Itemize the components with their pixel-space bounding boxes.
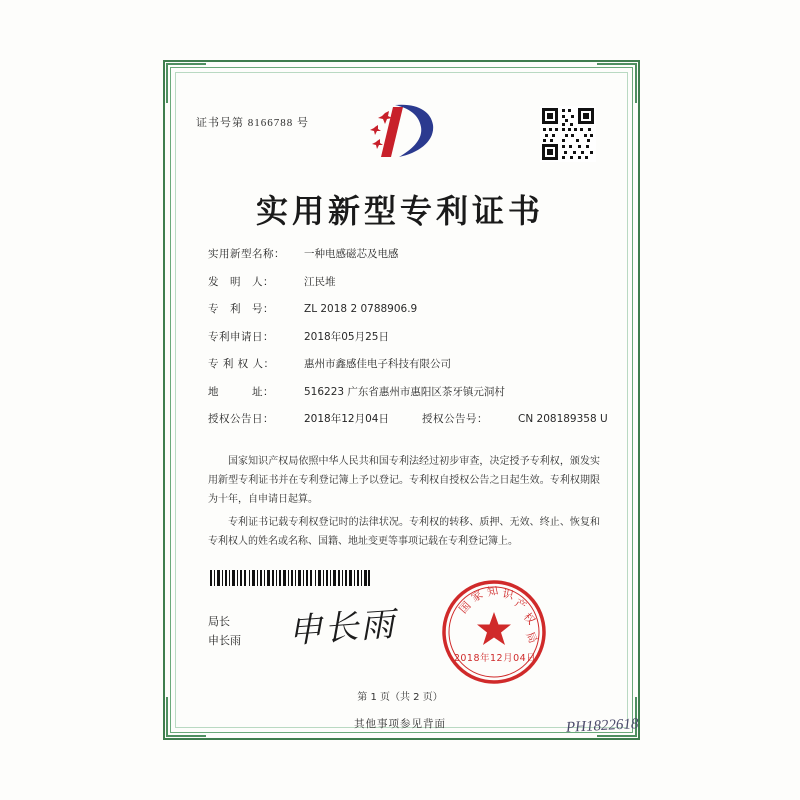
field-label: 专 利 权 人： — [208, 358, 275, 370]
field-value: 516223 广东省惠州市惠阳区茶牙镇元洞村 — [304, 385, 505, 398]
svg-text:产: 产 — [512, 596, 529, 614]
field-value: ZL 2018 2 0788906.9 — [304, 303, 418, 315]
page-number-footer: 第 1 页（共 2 页） — [357, 692, 443, 703]
field-row-inventor — [208, 274, 608, 289]
field-value-grant-date: 2018年12月04日 — [304, 413, 389, 425]
cnipa-emblem-icon — [355, 95, 447, 165]
barcode — [210, 570, 370, 586]
field-value: 惠州市鑫感佳电子科技有限公司 — [304, 358, 451, 370]
field-row-address — [208, 384, 608, 399]
signature-labels — [208, 612, 241, 650]
field-label: 实用新型名称： — [208, 248, 285, 260]
body-paragraph-1: 国家知识产权局依照中华人民共和国专利法经过初步审查，决定授予专利权，颁发实用新型专利证书并在专利登记簿上予以登记。专利权自授权公告之日起生效。专利权期限为十年，自申请日起算。 — [208, 456, 600, 505]
svg-text:国: 国 — [456, 599, 474, 617]
field-label-grant-number: 授权公告号： — [422, 413, 488, 425]
director-title-label: 局长 — [208, 615, 230, 628]
page-title: 实用新型专利证书 — [255, 192, 544, 230]
svg-text:知: 知 — [485, 583, 500, 599]
svg-text:局: 局 — [523, 629, 540, 646]
svg-text:识: 识 — [501, 587, 515, 602]
field-label: 专 利 号： — [208, 303, 274, 315]
field-list — [208, 246, 608, 439]
field-row-utility-model-name — [208, 246, 608, 261]
body-text — [208, 452, 600, 555]
field-row-application-date — [208, 329, 608, 344]
handwritten-signature: 申长雨 — [287, 606, 398, 651]
border-corner-top-left — [166, 63, 206, 103]
body-paragraph-2: 专利证书记载专利权登记时的法律状况。专利权的转移、质押、无效、终止、恢复和专利权人的姓名或名称、国籍、地址变更等事项记载在专利登记簿上。 — [208, 517, 600, 547]
field-label: 地 址： — [208, 385, 274, 398]
field-value-grant-number: CN 208189358 U — [518, 413, 608, 425]
certificate-number: 证书号第 8166788 号 — [196, 117, 309, 129]
field-value: 江民堆 — [304, 275, 336, 288]
field-label: 专利申请日： — [208, 330, 274, 343]
official-seal — [440, 578, 548, 686]
field-label: 发 明 人： — [208, 275, 274, 288]
field-row-patentee — [208, 356, 608, 371]
qr-code — [540, 106, 596, 162]
back-page-note: 其他事项参见背面 — [354, 718, 446, 730]
seal-date: 2018年12月04日 — [453, 653, 537, 664]
svg-text:家: 家 — [469, 587, 486, 605]
field-value: 2018年05月25日 — [304, 330, 389, 343]
handwritten-reference-number: PH1822618 — [565, 716, 639, 736]
field-row-patent-number — [208, 301, 608, 316]
border-corner-top-right — [597, 63, 637, 103]
svg-text:权: 权 — [520, 610, 538, 628]
field-value: 一种电感磁芯及电感 — [304, 248, 399, 260]
field-row-grant-announcement — [208, 411, 608, 426]
director-name-label: 申长雨 — [208, 634, 241, 647]
field-label-grant-date: 授权公告日： — [208, 413, 274, 425]
